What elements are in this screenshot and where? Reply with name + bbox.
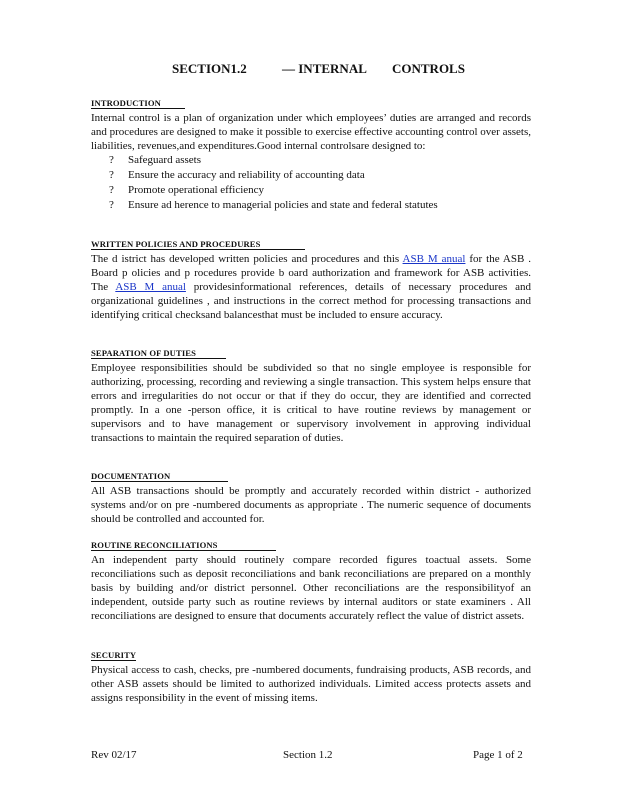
list-item: ? Ensure ad herence to managerial policies and state and federal statutes xyxy=(109,199,438,211)
heading-routine-reconciliations: ROUTINE RECONCILIATIONS xyxy=(91,540,276,551)
section-separation-of-duties xyxy=(91,343,531,445)
heading-security: SECURITY xyxy=(91,650,137,660)
written-policies-text: The d istrict has developed written policies and procedures and this ASB M anual for the ASB . Board p olicies and p rocedures provide b oard authorization and framework for ASB activities. The ASB M anual providesinformational references, details of necessary procedures and organizational guidelines , and instructions in the correct method for processing transactions and identifying critical checksand balancesthat must be included to ensure accuracy. xyxy=(91,253,532,321)
heading-written-policies: WRITTEN POLICIES AND PROCEDURES xyxy=(91,239,305,250)
section-documentation xyxy=(91,466,531,526)
footer-section: Section 1.2 xyxy=(283,749,333,761)
introduction-text: Internal control is a plan of organization under which employees’ duties are arranged and records and procedures are designed to make it possible to exercise effective accounting control over assets, liabilities, revenues,and expenditures.Good internal controlsare designed to: xyxy=(91,112,531,152)
section-introduction xyxy=(91,93,531,213)
footer-page-number: Page 1 of 2 xyxy=(473,749,523,761)
section-security xyxy=(91,645,531,705)
heading-introduction: INTRODUCTION xyxy=(91,98,185,109)
bullet-mark: ? xyxy=(109,154,114,166)
bullet-mark: ? xyxy=(109,184,114,196)
title-section: SECTION1.2 xyxy=(172,61,247,76)
introduction-bullet-list xyxy=(91,153,531,213)
title-internal: — INTERNAL xyxy=(282,61,367,76)
separation-of-duties-text: Employee responsibilities should be subdivided so that no single employee is responsible for authorizing, processing, recording and reviewing a single transaction. This system helps ensure that errors and irregularities do not occur or that if they do occur, they are identified and corrected promptly. In a one -person office, it is critical to have routine reviews by management or supervisors and to have management or supervisory involvement in approving individual transactions to maintain the required separation of duties. xyxy=(91,362,531,444)
title-controls: CONTROLS xyxy=(392,61,465,76)
asb-manual-link[interactable]: ASB M anual xyxy=(402,253,466,265)
section-routine-reconciliations xyxy=(91,535,531,623)
list-item: ? Ensure the accuracy and reliability of accounting data xyxy=(109,169,365,181)
list-item: ? Safeguard assets xyxy=(109,154,202,166)
list-item: ? Promote operational efficiency xyxy=(109,184,265,196)
bullet-mark: ? xyxy=(109,199,114,211)
heading-separation-of-duties: SEPARATION OF DUTIES xyxy=(91,348,226,359)
security-text: Physical access to cash, checks, pre -numbered documents, fundraising products, ASB records, and other ASB assets should be limited to authorized individuals. Limited access protects assets and assigns responsibility in the event of missing items. xyxy=(91,664,531,704)
bullet-mark: ? xyxy=(109,169,114,181)
routine-reconciliations-text: An independent party should routinely compare recorded figures toactual assets. Some reconciliations such as deposit reconciliations and bank reconciliations are prepared on a monthly basis by building and/or district personnel. Other reconciliations are the responsibilityof an independent, outside party such as routine reviews by internal auditors or state examiners . All reconciliations are designed to ensure that documents accurately reflect the value of district assets. xyxy=(91,554,531,622)
asb-manual-link[interactable]: ASB M anual xyxy=(115,281,186,293)
heading-documentation: DOCUMENTATION xyxy=(91,471,228,482)
footer-revision: Rev 02/17 xyxy=(91,749,137,761)
documentation-text: All ASB transactions should be promptly and accurately recorded within district - authorized systems and/or on pre -numbered documents as appropriate . The numeric sequence of documents should be controlled and accounted for. xyxy=(91,485,531,525)
section-written-policies xyxy=(91,234,531,322)
